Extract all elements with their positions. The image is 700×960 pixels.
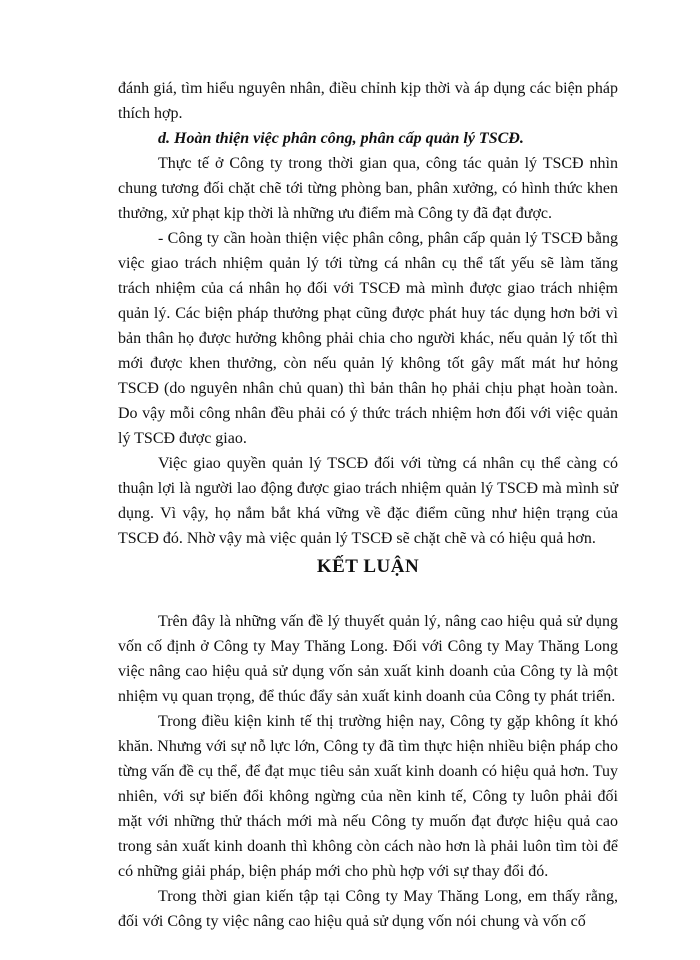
section-paragraph-2: - Công ty cần hoàn thiện việc phân công, phân cấp quản lý TSCĐ bằng việc giao trách nhiệm quản lý tới từng cá nhân cụ thể tất yếu sẽ làm tăng trách nhiệm của cá nhân họ đối với TSCĐ mà mình được giao trách nhiệm quản lý. Các biện pháp thưởng phạt cũng được phát huy tác dụng hơn bởi vì bản thân họ được hưởng không phải chia cho người khác, nếu quản lý tốt thì mới được khen thưởng, còn nếu quản lý không tốt gây mất mát hư hỏng TSCĐ (do nguyên nhân chủ quan) thì bản thân họ phải chịu phạt hoàn toàn. Do vậy mỗi công nhân đều phải có ý thức trách nhiệm hơn đối với việc quản lý TSCĐ được giao.: [118, 230, 618, 447]
conclusion-paragraph-3: Trong thời gian kiến tập tại Công ty May Thăng Long, em thấy rằng, đối với Công ty việc nâng cao hiệu quả sử dụng vốn nói chung và vốn cố: [118, 888, 618, 930]
section-subheading: d. Hoàn thiện việc phân công, phân cấp quản lý TSCĐ.: [158, 130, 524, 147]
conclusion-heading: KẾT LUẬN: [316, 556, 420, 577]
continuation-paragraph: đánh giá, tìm hiểu nguyên nhân, điều chỉnh kịp thời và áp dụng các biện pháp thích hợp.: [118, 80, 618, 122]
conclusion-paragraph-1: Trên đây là những vấn đề lý thuyết quản lý, nâng cao hiệu quả sử dụng vốn cố định ở Công ty May Thăng Long. Đối với Công ty May Thăng Long việc nâng cao hiệu quả sử dụng vốn sản xuất kinh doanh của Công ty là một nhiệm vụ quan trọng, để thúc đẩy sản xuất kinh doanh của Công ty phát triển.: [118, 613, 618, 705]
section-paragraph-1: Thực tế ở Công ty trong thời gian qua, công tác quản lý TSCĐ nhìn chung tương đối chặt chẽ tới từng phòng ban, phân xưởng, có hình thức khen thưởng, xử phạt kịp thời là những ưu điểm mà Công ty đã đạt được.: [118, 155, 618, 222]
section-paragraph-3: Việc giao quyền quản lý TSCĐ đối với từng cá nhân cụ thể càng có thuận lợi là người lao động được giao trách nhiệm quản lý TSCĐ mà mình sử dụng. Vì vậy, họ nắm bắt khá vững về đặc điểm cũng như hiện trạng của TSCĐ đó. Nhờ vậy mà việc quản lý TSCĐ sẽ chặt chẽ và có hiệu quả hơn.: [118, 455, 618, 547]
document-body: [118, 76, 618, 934]
conclusion-paragraph-2: Trong điều kiện kinh tế thị trường hiện nay, Công ty gặp không ít khó khăn. Nhưng với sự nỗ lực lớn, Công ty đã tìm thực hiện nhiều biện pháp cho từng vấn đề cụ thể, để đạt mục tiêu sản xuất kinh doanh có hiệu quả hơn. Tuy nhiên, với sự biến đổi không ngừng của nền kinh tế, Công ty luôn phải đối mặt với những thử thách mới mà nếu Công ty muốn đạt được hiệu quả cao trong sản xuất kinh doanh thì không còn cách nào hơn là phải luôn tìm tòi để có những giải pháp, biện pháp mới cho phù hợp với sự thay đổi đó.: [118, 713, 618, 880]
